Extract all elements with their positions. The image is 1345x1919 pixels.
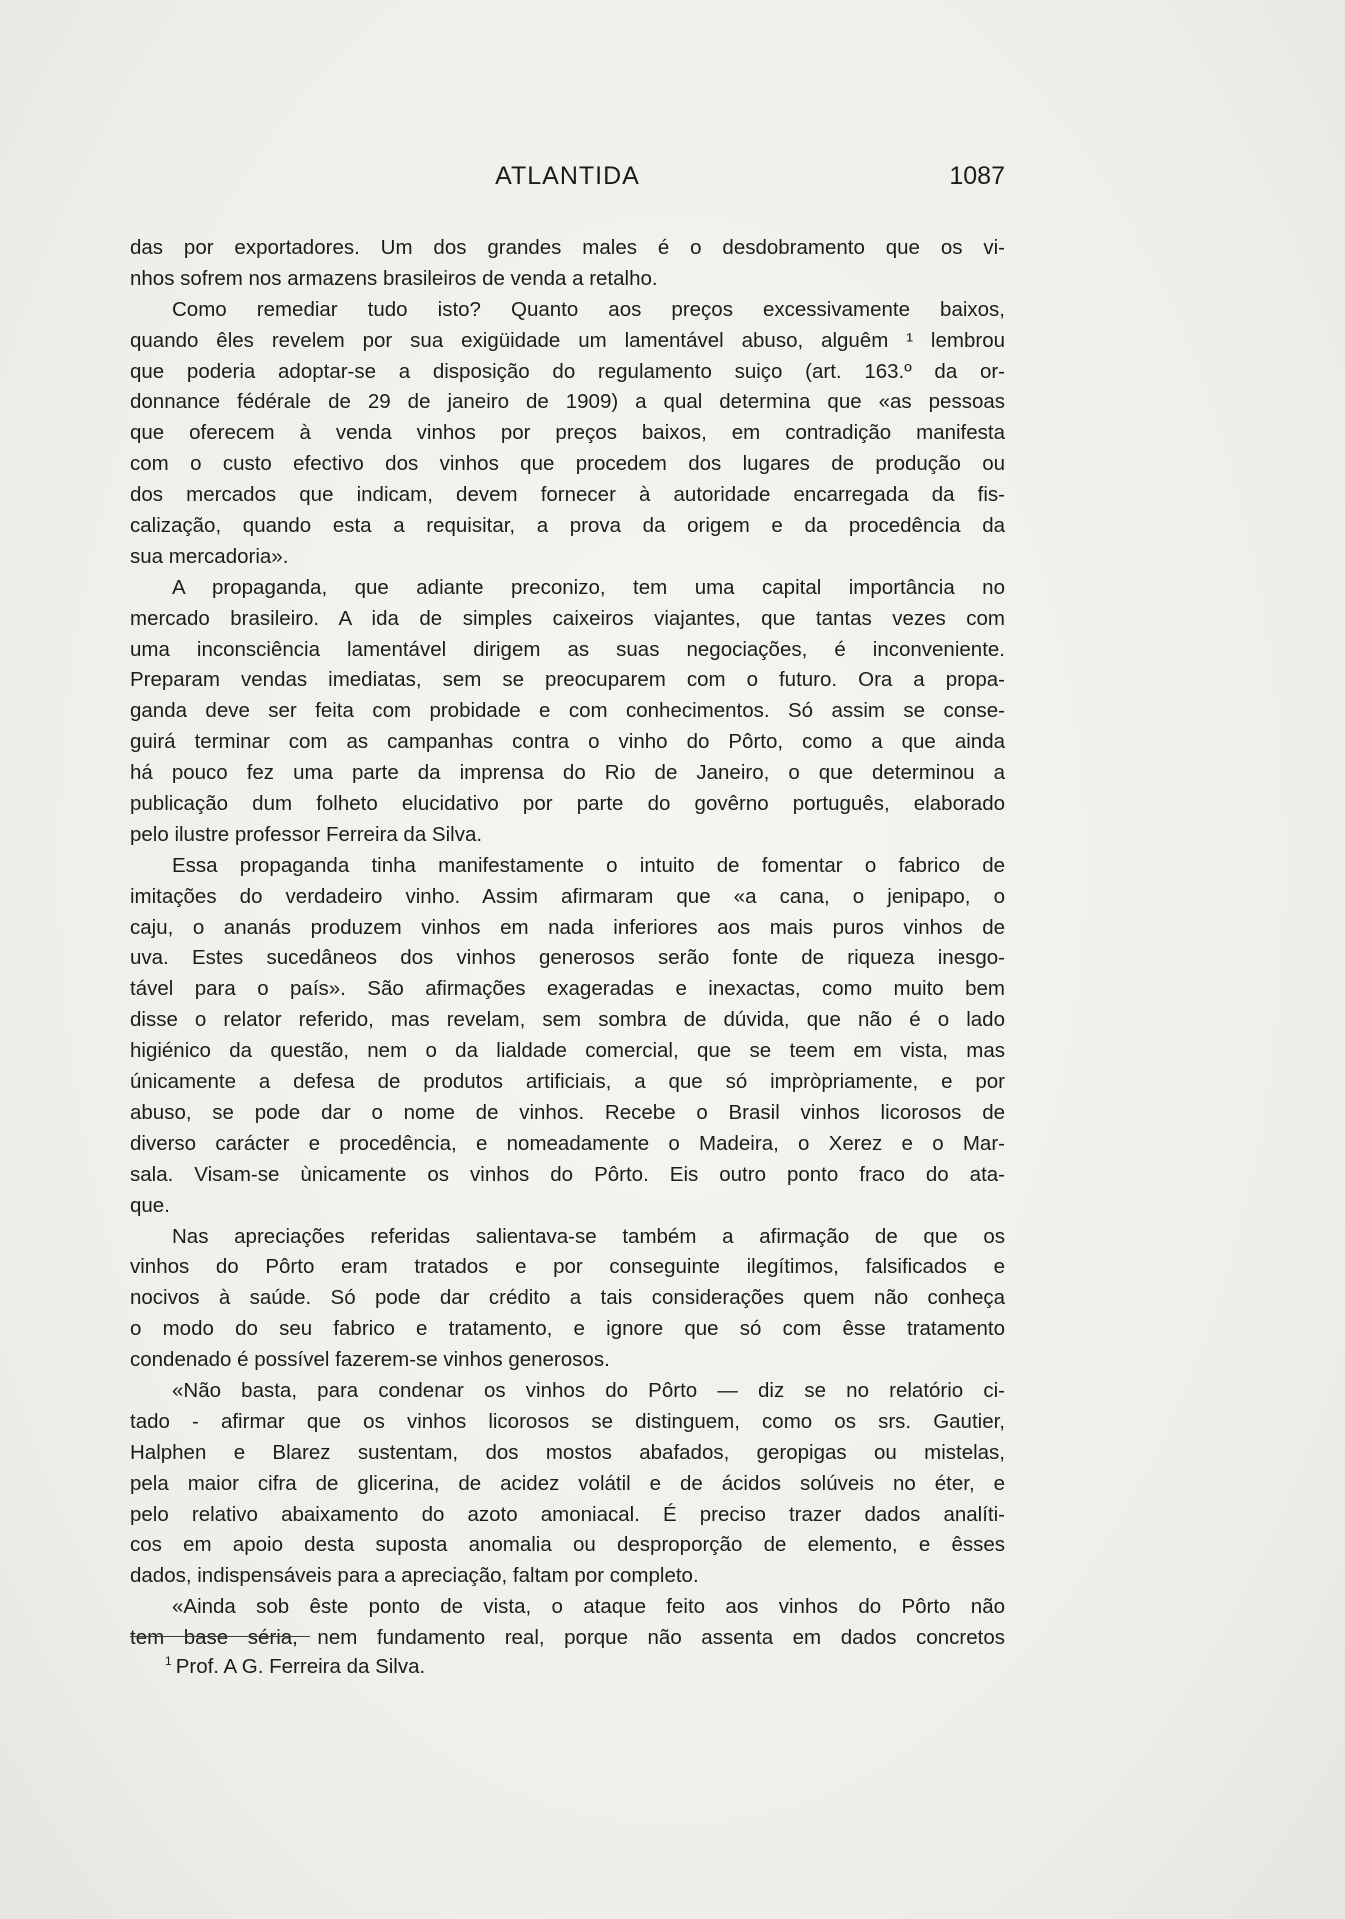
text-line: ganda deve ser feita com probidade e com conhecimentos. Só assim se conse-: [130, 699, 1005, 723]
text-line: uma inconsciência lamentável dirigem as suas negociações, é inconveniente.: [130, 637, 1005, 661]
text-line: guirá terminar com as campanhas contra o vinho do Pôrto, como a que ainda: [130, 730, 1005, 754]
text-line: tado - afirmar que os vinhos licorosos se distinguem, como os srs. Gautier,: [130, 1409, 1005, 1433]
running-title: ATLANTIDA: [495, 162, 640, 190]
text-line: cos em apoio desta suposta anomalia ou desproporção de elemento, e êsses: [130, 1533, 1005, 1557]
text-line: uva. Estes sucedâneos dos vinhos generosos serão fonte de riqueza inesgo-: [130, 946, 1005, 970]
footnote-marker: 1: [165, 1654, 172, 1668]
text-line: das por exportadores. Um dos grandes males é o desdobramento que os vi-: [130, 236, 1005, 259]
text-line: Como remediar tudo isto? Quanto aos preços excessivamente baixos,: [172, 297, 1005, 321]
text-line: disse o relator referido, mas revelam, sem sombra de dúvida, que não é o lado: [130, 1008, 1005, 1032]
text-line: «Ainda sob êste ponto de vista, o ataque feito aos vinhos do Pôrto não: [172, 1595, 1005, 1619]
text-line: que oferecem à venda vinhos por preços baixos, em contradição manifesta: [130, 421, 1005, 445]
text-line: sua mercadoria».: [130, 544, 289, 568]
text-line: quando êles revelem por sua exigüidade um lamentável abuso, alguêm ¹ lembrou: [130, 328, 1005, 352]
text-line: caju, o ananás produzem vinhos em nada inferiores aos mais puros vinhos de: [130, 915, 1005, 939]
text-line: «Não basta, para condenar os vinhos do Pôrto — diz se no relatório ci-: [172, 1378, 1005, 1402]
text-line: calização, quando esta a requisitar, a prova da origem e da procedência da: [130, 514, 1005, 538]
text-line: que.: [130, 1193, 170, 1217]
text-line: dados, indispensáveis para a apreciação, faltam por completo.: [130, 1564, 699, 1588]
text-line: abuso, se pode dar o nome de vinhos. Recebe o Brasil vinhos licorosos de: [130, 1100, 1005, 1124]
text-line: vinhos do Pôrto eram tratados e por conseguinte ilegítimos, falsificados e: [130, 1255, 1005, 1279]
footnote: [165, 1654, 425, 1679]
text-line: há pouco fez uma parte da imprensa do Rio de Janeiro, o que determinou a: [130, 761, 1005, 785]
text-line: nhos sofrem nos armazens brasileiros de venda a retalho.: [130, 266, 658, 290]
text-line: sala. Visam-se ùnicamente os vinhos do Pôrto. Eis outro ponto fraco do ata-: [130, 1162, 1005, 1186]
text-line: Halphen e Blarez sustentam, dos mostos abafados, geropigas ou mistelas,: [130, 1440, 1005, 1464]
text-line: que poderia adoptar-se a disposição do regulamento suiço (art. 163.º da or-: [130, 359, 1005, 383]
text-line: tável para o país». São afirmações exageradas e inexactas, como muito bem: [130, 977, 1005, 1001]
text-line: dos mercados que indicam, devem fornecer à autoridade encarregada da fis-: [130, 483, 1005, 507]
text-line: Essa propaganda tinha manifestamente o intuito de fomentar o fabrico de: [172, 853, 1005, 877]
text-line: donnance fédérale de 29 de janeiro de 1909) a qual determina que «as pessoas: [130, 390, 1005, 414]
text-line: higiénico da questão, nem o da lialdade comercial, que se teem em vista, mas: [130, 1039, 1005, 1063]
text-line: com o custo efectivo dos vinhos que procedem dos lugares de produção ou: [130, 452, 1005, 476]
text-line: mercado brasileiro. A ida de simples caixeiros viajantes, que tantas vezes com: [130, 606, 1005, 630]
text-line: pelo relativo abaixamento do azoto amoniacal. É preciso trazer dados analíti-: [130, 1502, 1005, 1526]
text-line: pela maior cifra de glicerina, de acidez volátil e de ácidos solúveis no éter, e: [130, 1471, 1005, 1495]
text-line: A propaganda, que adiante preconizo, tem uma capital importância no: [172, 575, 1005, 599]
footnote-text: Prof. A G. Ferreira da Silva.: [175, 1654, 426, 1678]
text-line: diverso carácter e procedência, e nomeadamente o Madeira, o Xerez e o Mar-: [130, 1131, 1005, 1155]
text-line: publicação dum folheto elucidativo por parte do govêrno português, elaborado: [130, 792, 1005, 816]
page-number: 1087: [949, 162, 1005, 190]
text-line: Nas apreciações referidas salientava-se também a afirmação de que os: [172, 1224, 1005, 1248]
text-line: condenado é possível fazerem-se vinhos generosos.: [130, 1348, 610, 1372]
footnote-divider: [130, 1636, 310, 1637]
text-line: imitações do verdadeiro vinho. Assim afirmaram que «a cana, o jenipapo, o: [130, 884, 1005, 908]
body-text: [130, 233, 1005, 1654]
text-line: o modo do seu fabrico e tratamento, e ignore que só com êsse tratamento: [130, 1317, 1005, 1341]
text-line: pelo ilustre professor Ferreira da Silva.: [130, 822, 483, 846]
page-header: [130, 162, 1005, 202]
text-line: únicamente a defesa de produtos artificiais, a que só impròpriamente, e por: [130, 1070, 1005, 1094]
text-line: Preparam vendas imediatas, sem se preocuparem com o futuro. Ora a propa-: [130, 668, 1005, 692]
text-line: nocivos à saúde. Só pode dar crédito a tais considerações quem não conheça: [130, 1286, 1005, 1310]
text-line: tem base séria, nem fundamento real, porque não assenta em dados concretos: [130, 1626, 1005, 1650]
